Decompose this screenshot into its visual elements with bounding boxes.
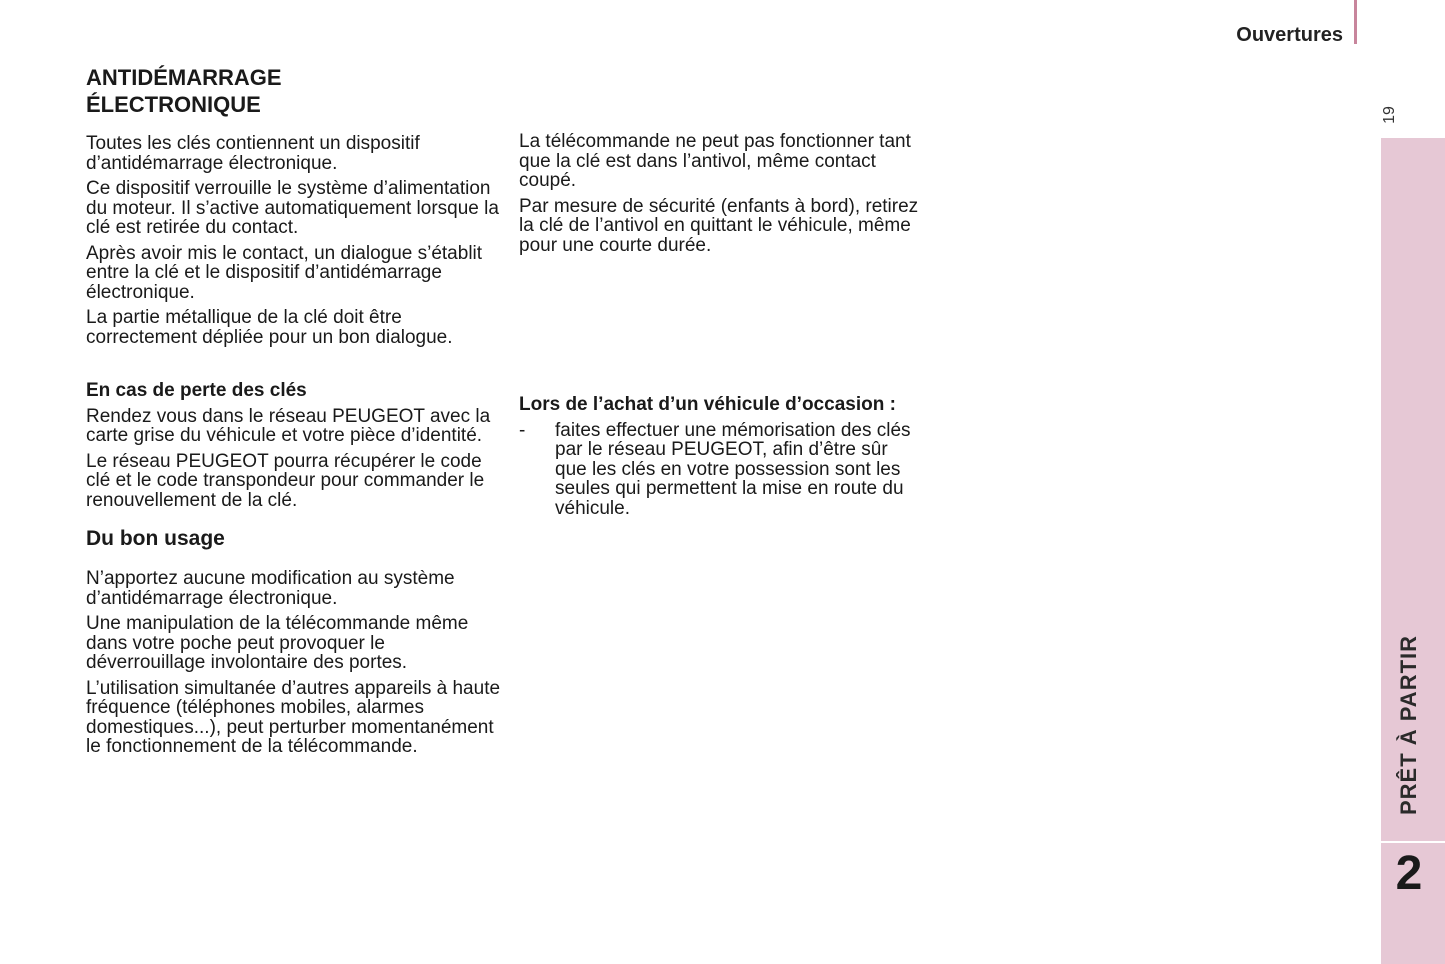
good-use-paragraph: N’apportez aucune modification au système d’antidémarrage électronique.	[86, 568, 455, 609]
remote-paragraph: Par mesure de sécurité (enfants à bord), retirez la clé de l’antivol en quittant le véhicule, même pour une courte durée.	[519, 195, 919, 256]
good-use-heading: Du bon usage	[86, 527, 225, 550]
chapter-number: 2	[1395, 847, 1423, 900]
chapter-label	[1394, 620, 1424, 830]
page-title-line-1: ANTIDÉMARRAGE	[86, 65, 282, 90]
lost-keys-paragraph: Rendez vous dans le réseau PEUGEOT avec la carte grise du véhicule et votre pièce d’identité.	[86, 405, 491, 446]
left-column	[86, 64, 506, 763]
header-divider	[1354, 0, 1357, 44]
intro-paragraph: La partie métallique de la clé doit être correctement dépliée pour un bon dialogue.	[86, 307, 453, 348]
lost-keys-paragraph: Le réseau PEUGEOT pourra récupérer le code clé et le code transpondeur pour commander le renouvellement de la clé.	[86, 450, 485, 511]
page-title-line-2: ÉLECTRONIQUE	[86, 92, 261, 117]
chapter-tab-divider	[1381, 841, 1445, 843]
used-vehicle-bullet	[519, 421, 919, 519]
used-vehicle-bullet-text: faites effectuer une mémorisation des clés par le réseau PEUGEOT, afin d’être sûr que les clés en votre possession sont les seules qui permettent la mise en route du véhicule.	[555, 419, 911, 519]
lost-keys-heading: En cas de perte des clés	[86, 380, 307, 401]
good-use-paragraph: Une manipulation de la télécommande même dans votre poche peut provoquer le déverrouillage involontaire des portes.	[86, 613, 469, 673]
right-column	[519, 132, 919, 518]
good-use-paragraph: L’utilisation simultanée d’autres appareils à haute fréquence (téléphones mobiles, alarmes domestiques...), peut perturber momentanément le fonctionnement de la télécommande.	[86, 677, 501, 757]
intro-paragraph: Toutes les clés contiennent un dispositif d’antidémarrage électronique.	[86, 133, 420, 174]
remote-paragraph: La télécommande ne peut pas fonctionner tant que la clé est dans l’antivol, même contact coupé.	[519, 131, 911, 191]
header-section-title: Ouvertures	[1236, 24, 1343, 46]
page-title	[86, 64, 506, 118]
chapter-tab	[1381, 138, 1445, 964]
intro-paragraph: Ce dispositif verrouille le système d’alimentation du moteur. Il s’active automatiquement lorsque la clé est retirée du contact.	[86, 178, 499, 238]
used-vehicle-heading: Lors de l’achat d’un véhicule d’occasion :	[519, 394, 896, 415]
chapter-label-text: PRÊT À PARTIR	[1396, 634, 1422, 816]
bullet-marker: -	[519, 419, 526, 441]
intro-paragraph: Après avoir mis le contact, un dialogue s’établit entre la clé et le dispositif d’antidémarrage électronique.	[86, 242, 483, 303]
page-number: 19	[1381, 106, 1398, 124]
